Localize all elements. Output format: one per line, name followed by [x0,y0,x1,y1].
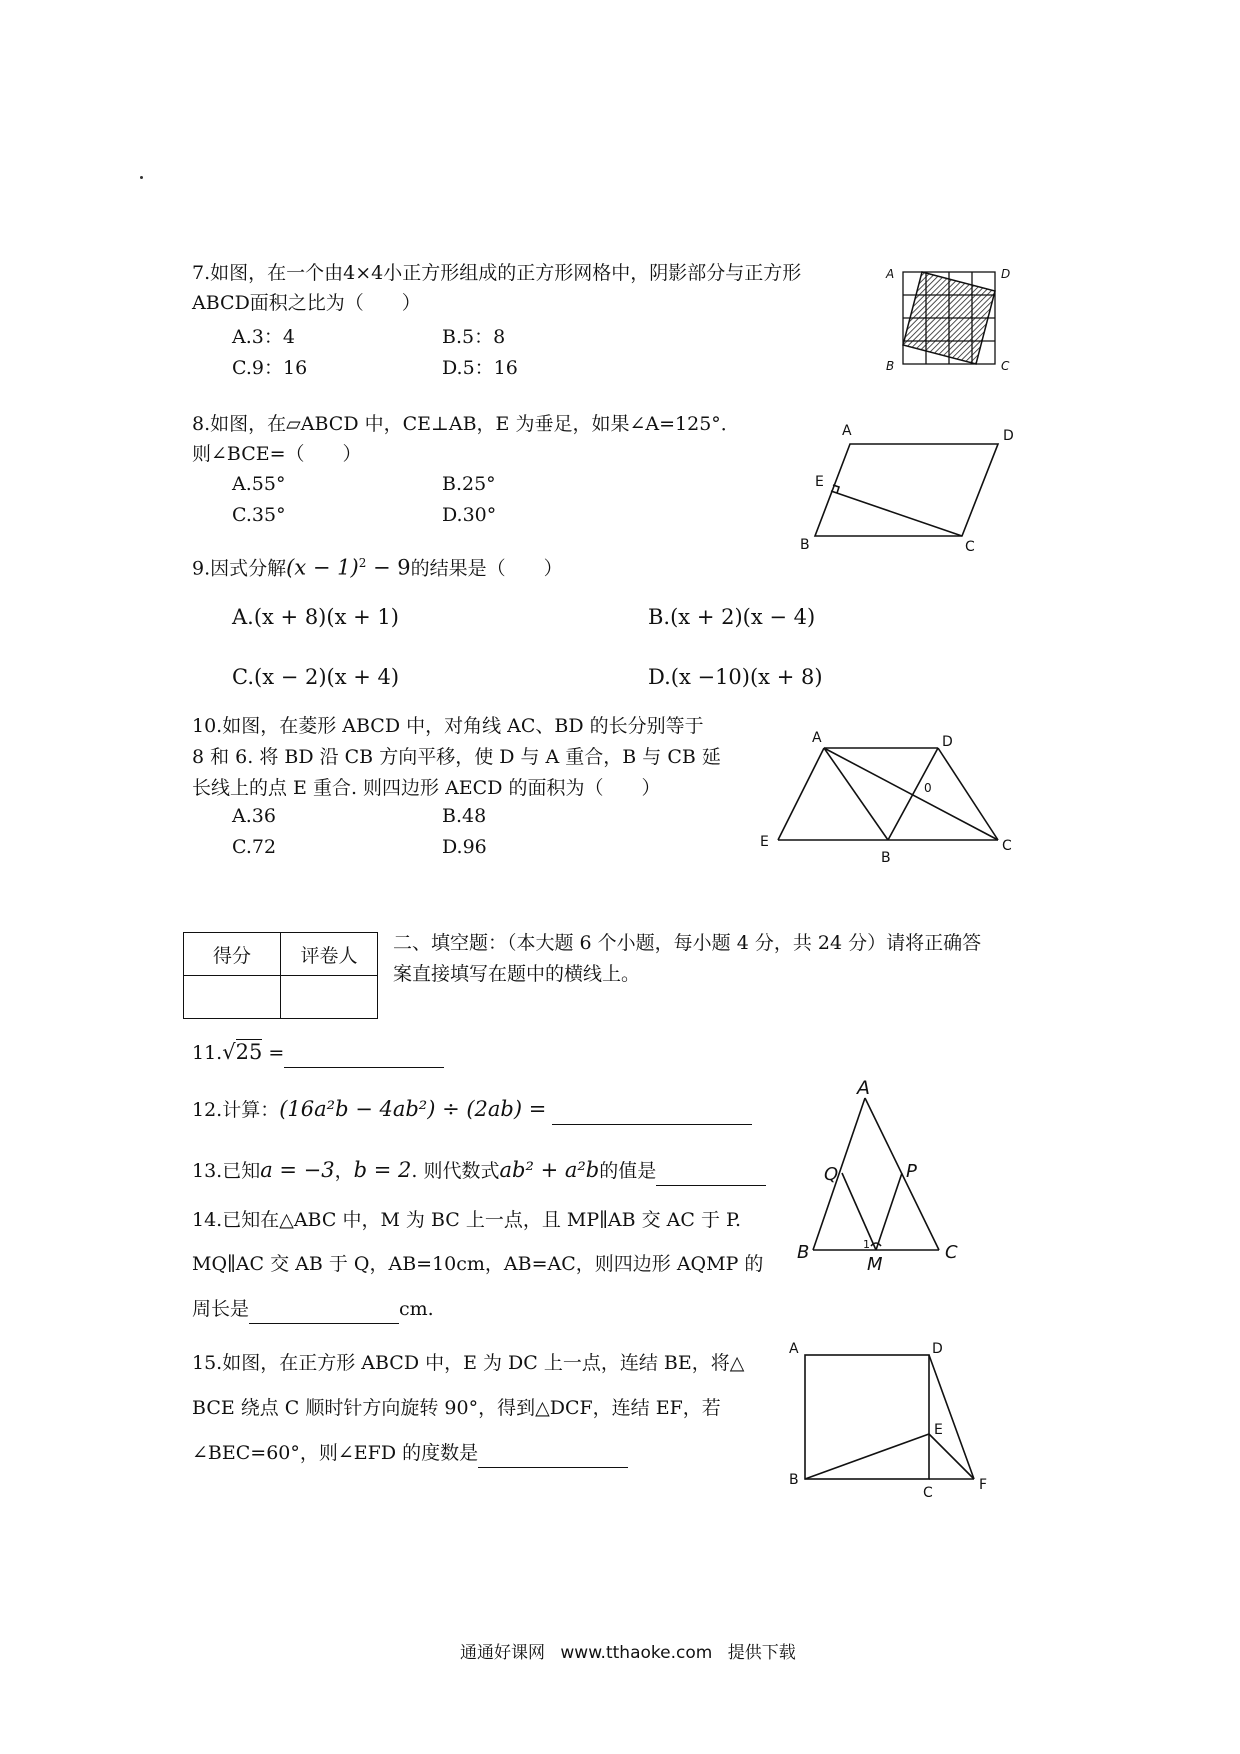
q10-option-c: C.72 [232,836,277,858]
q12-stem [192,1094,752,1125]
q8-line1: 8.如图，在▱ABCD 中，CE⊥AB，E 为垂足，如果∠A=125°． [192,413,740,435]
q8-option-a: A.55° [232,473,286,495]
q14-label-m: M [867,1254,883,1275]
q8-parallelogram-figure [790,415,1030,555]
q8-label-d: D [1003,428,1014,444]
q13-sep: ， [334,1160,354,1182]
q15-label-e: E [934,1422,943,1438]
q15-label-a: A [789,1341,799,1357]
q15-answer-blank [478,1447,628,1468]
q11-eq: = [262,1042,285,1064]
q10-label-e: E [760,834,769,850]
q14-label-angle-1: 1 [863,1238,870,1251]
q14-line3 [192,1294,434,1324]
q7-grid-figure [880,260,1020,380]
q7-label-c: C [1001,359,1010,373]
grader-header: 评卷人 [281,933,378,976]
q10-option-d: D.96 [442,836,487,858]
q9-option-a: A.(x + 8)(x + 1) [232,605,399,629]
scan-dot [140,176,143,179]
q9-suffix: 的结果是（ ） [410,557,563,580]
q8-label-e: E [815,474,824,490]
q9-stem [192,548,563,583]
q10-label-o: 0 [924,781,932,795]
q11-number: 11. [192,1042,223,1064]
footer-url: www.tthaoke.com [560,1643,713,1663]
q12-prefix: 12.计算： [192,1099,280,1121]
q9-prefix: 9.因式分解 [192,557,287,580]
q15-line2: BCE 绕点 C 顺时针方向旋转 90°，得到△DCF，连结 EF，若 [192,1397,721,1419]
q14-label-p: P [906,1161,917,1182]
q14-line3-suffix: cm. [399,1298,434,1320]
q12-expr: (16a²b − 4ab²) ÷ (2ab) = [279,1097,547,1121]
q7-label-b: B [886,359,895,373]
q7-option-c: C.9：16 [232,357,308,379]
q8-option-b: B.25° [442,473,496,495]
q9-option-b: B.(x + 2)(x − 4) [648,605,816,629]
q15-label-c: C [923,1485,933,1501]
q8-line2: 则∠BCE=（ ） [192,443,362,465]
q10-label-b: B [881,850,891,866]
q10-rhombus-figure [750,720,1020,870]
section2-title-line2: 案直接填写在题中的横线上。 [393,963,641,985]
q10-option-b: B.48 [442,805,487,827]
score-cell [184,976,281,1019]
q15-label-f: F [979,1477,988,1493]
q7-option-a: A.3：4 [232,326,295,348]
q10-label-a: A [812,730,822,746]
q10-line2: 8 和 6. 将 BD 沿 CB 方向平移，使 D 与 A 重合，B 与 CB 延 [192,746,721,768]
q15-square-figure [785,1335,1010,1500]
q9-option-d: D.(x −10)(x + 8) [648,665,823,689]
score-header: 得分 [184,933,281,976]
grader-cell [281,976,378,1019]
q13-mid: . 则代数式 [411,1160,500,1182]
q11-answer-blank [284,1047,444,1068]
q7-label-a: A [886,267,895,281]
q15-line1: 15.如图，在正方形 ABCD 中，E 为 DC 上一点，连结 BE，将△ [192,1352,745,1374]
q12-answer-blank [552,1104,752,1125]
q15-line3-text: ∠BEC=60°，则∠EFD 的度数是 [192,1442,479,1464]
footer-site: 通通好课网 [460,1643,545,1663]
score-table [183,932,378,1019]
q13-stem [192,1155,766,1186]
q9-expr-exp: 2 [358,556,367,570]
q10-label-c: C [1002,838,1012,854]
q14-line3-prefix: 周长是 [192,1298,250,1320]
q11-sqrt-arg: 25 [235,1040,263,1064]
q8-label-a: A [842,423,852,439]
q15-label-b: B [789,1472,799,1488]
q13-expr: ab² + a²b [499,1158,600,1182]
q7-line1: 7.如图，在一个由4×4小正方形组成的正方形网格中，阴影部分与正方形 [192,262,802,284]
q10-line3: 长线上的点 E 重合. 则四边形 AECD 的面积为（ ） [192,777,661,799]
q14-line1: 14.已知在△ABC 中，M 为 BC 上一点，且 MP∥AB 交 AC 于 P. [192,1209,741,1231]
q8-option-c: C.35° [232,504,286,526]
q8-label-b: B [800,537,810,553]
q14-label-c: C [945,1242,958,1263]
q10-label-d: D [942,734,953,750]
q14-triangle-figure [795,1077,980,1280]
section2-title-line1: 二、填空题：（本大题 6 个小题，每小题 4 分，共 24 分）请将正确答 [393,932,982,954]
q14-label-q: Q [824,1164,839,1185]
q10-option-a: A.36 [232,805,276,827]
q7-label-d: D [1001,267,1011,281]
q8-label-c: C [965,539,975,555]
q9-expr-tail: − 9 [366,555,411,580]
q13-prefix: 13.已知 [192,1160,261,1182]
q7-line2: ABCD面积之比为（ ） [192,292,421,314]
q14-label-a: A [857,1077,870,1099]
q8-option-d: D.30° [442,504,497,526]
q7-option-d: D.5：16 [442,357,518,379]
sqrt-symbol: √ [222,1040,236,1064]
q7-option-b: B.5：8 [442,326,506,348]
q13-cond1: a = −3 [260,1158,335,1182]
q13-suffix: 的值是 [599,1160,657,1182]
q15-label-d: D [932,1341,943,1357]
q14-answer-blank [249,1303,399,1324]
q13-answer-blank [656,1165,766,1186]
q9-option-c: C.(x − 2)(x + 4) [232,665,400,689]
footer [460,1638,796,1663]
q10-line1: 10.如图，在菱形 ABCD 中，对角线 AC、BD 的长分别等于 [192,715,704,737]
q13-cond2: b = 2 [353,1158,412,1182]
q11-stem [192,1037,444,1068]
q9-expr-base: (x − 1) [286,555,359,580]
footer-action: 提供下载 [727,1643,796,1663]
q14-label-b: B [797,1242,810,1263]
q14-line2: MQ∥AC 交 AB 于 Q，AB=10cm，AB=AC，则四边形 AQMP 的 [192,1253,764,1275]
q15-line3 [192,1438,628,1468]
